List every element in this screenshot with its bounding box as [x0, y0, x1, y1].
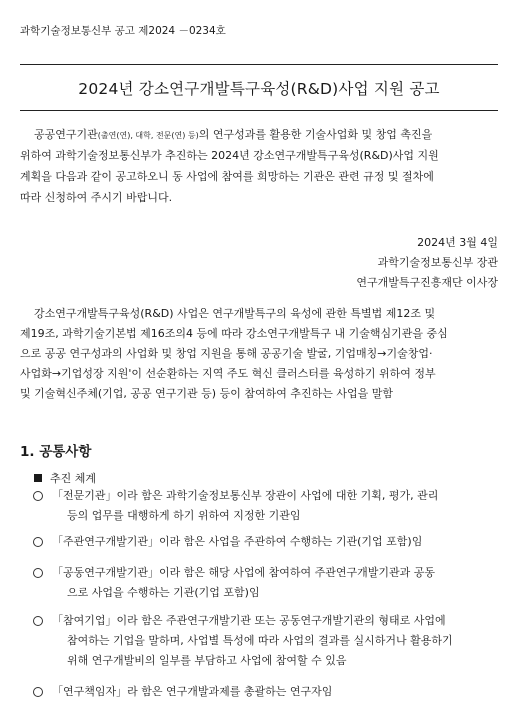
purpose-line-5: 및 기술혁신주체(기업, 공공 연구기관 등) 등이 참여하여 추진하는 사업을 말함 — [20, 387, 393, 400]
intro-line-4: 따라 신청하여 주시기 바랍니다. — [20, 191, 173, 204]
item-3-line-1: 「공동연구개발기관」이라 함은 해당 사업에 참여하여 주관연구개발기관과 공동 — [52, 566, 436, 579]
section-heading: 1. 공통사항 — [20, 444, 92, 460]
item-4-line-3: 위해 연구개발비의 일부를 부담하고 사업에 참여할 수 있음 — [67, 654, 347, 667]
purpose-line-4: 사업화→기업성장 지원'이 선순환하는 지역 주도 혁신 클러스터를 육성하기 위하여 정부 — [20, 367, 436, 380]
item-3-line-2: 으로 사업을 수행하는 기관(기업 포함)임 — [67, 586, 260, 599]
title-bottom-rule — [20, 110, 498, 111]
intro-line-1-post: 의 연구성과를 활용한 기술사업화 및 창업 촉진을 — [198, 128, 433, 141]
item-4-line-1: 「참여기업」이라 함은 주관연구개발기관 또는 공동연구개발기관의 형태로 사업에 — [52, 614, 446, 627]
item-4-line-2: 참여하는 기업을 말하며, 사업별 특성에 따라 사업의 결과를 실시하거나 활용하기 — [67, 634, 453, 647]
circle-bullet-icon — [33, 568, 43, 578]
notice-number: 과학기술정보통신부 공고 제2024 －0234호 — [20, 25, 226, 37]
subsection-heading — [34, 472, 96, 486]
issuer-foundation: 연구개발특구진흥재단 이사장 — [356, 276, 498, 289]
intro-line-3: 계획을 다음과 같이 공고하오니 동 사업에 참여를 희망하는 기관은 관련 규정 및 절차에 — [20, 170, 434, 183]
circle-bullet-icon — [33, 687, 43, 697]
square-bullet-icon — [34, 474, 42, 482]
document-title: 2024년 강소연구개발특구육성(R&D)사업 지원 공고 — [78, 80, 440, 98]
purpose-line-3: 으로 공공 연구성과의 사업화 및 창업 지원을 통해 공공기술 발굴, 기업매칭→기술창업· — [20, 347, 433, 360]
item-1-line-1: 「전문기관」이라 함은 과학기술정보통신부 장관이 사업에 대한 기획, 평가, 관리 — [52, 489, 439, 502]
issuer-minister: 과학기술정보통신부 장관 — [377, 256, 498, 269]
circle-bullet-icon — [33, 616, 43, 626]
subsection-label: 추진 체계 — [50, 472, 97, 485]
circle-bullet-icon — [33, 491, 43, 501]
intro-line-1-small: (출연(연), 대학, 전문(연) 등) — [97, 131, 199, 140]
purpose-line-1: 강소연구개발특구육성(R&D) 사업은 연구개발특구의 육성에 관한 특별법 제12조 및 — [34, 307, 436, 320]
intro-line-1-pre: 공공연구기관 — [34, 128, 98, 141]
circle-bullet-icon — [33, 537, 43, 547]
notice-date: 2024년 3월 4일 — [417, 236, 498, 249]
item-2-line-1: 「주관연구개발기관」이라 함은 사업을 주관하여 수행하는 기관(기업 포함)임 — [52, 535, 423, 548]
purpose-line-2: 제19조, 과학기술기본법 제16조의4 등에 따라 강소연구개발특구 내 기술핵심기관을 중심 — [20, 327, 448, 340]
item-5-line-1: 「연구책임자」라 함은 연구개발과제를 총괄하는 연구자임 — [52, 685, 333, 698]
item-1-line-2: 등의 업무를 대행하게 하기 위하여 지정한 기관임 — [67, 509, 301, 522]
intro-line-1 — [34, 128, 432, 143]
title-top-rule — [20, 64, 498, 65]
intro-line-2: 위하여 과학기술정보통신부가 추진하는 2024년 강소연구개발특구육성(R&D)사업 지원 — [20, 149, 439, 162]
